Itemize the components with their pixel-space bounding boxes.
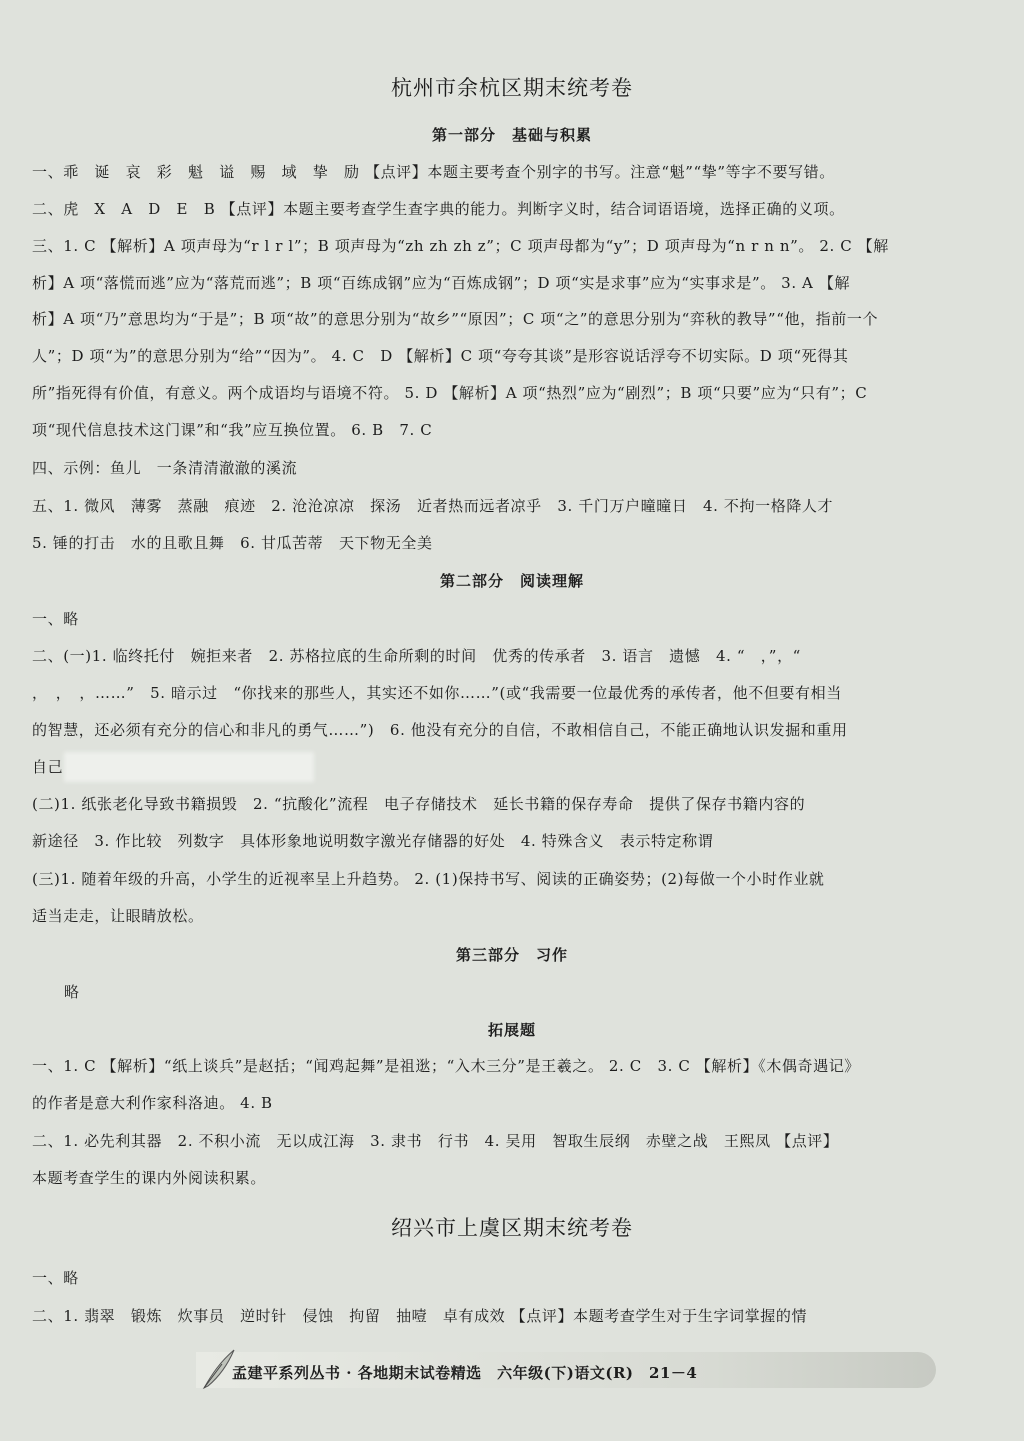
answer-line: 一、略: [32, 1269, 79, 1287]
answer-line: 一、1. C 【解析】“纸上谈兵”是赵括；“闻鸡起舞”是祖逖；“入木三分”是王羲之。 2. C 3. C 【解析】《木偶奇遇记》: [32, 1057, 860, 1075]
answer-line: 略: [64, 983, 80, 1001]
part2-heading: 第二部分 阅读理解: [439, 572, 584, 590]
redacted-area: [64, 752, 314, 782]
answer-line: 析】A 项“落慌而逃”应为“落荒而逃”；B 项“百练成钢”应为“百炼成钢”；D 项“实是求事”应为“实事求是”。 3. A 【解: [32, 274, 851, 292]
answer-line: 人”；D 项“为”的意思分别为“给”“因为”。 4. C D 【解析】C 项“夸夸其谈”是形容说话浮夸不切实际。D 项“死得其: [32, 347, 849, 365]
answer-line: (三)1. 随着年级的升高，小学生的近视率呈上升趋势。 2. (1)保持书写、阅读的正确姿势；(2)每做一个小时作业就: [32, 870, 825, 888]
answer-line: 的智慧，还必须有充分的信心和非凡的勇气……”) 6. 他没有充分的自信，不敢相信自己，不能正确地认识发掘和重用: [32, 721, 848, 739]
answer-line: 五、1. 微风 薄雾 蒸融 痕迹 2. 沧沧凉凉 探汤 近者热而远者凉乎 3. 千门万户曈曈日 4. 不拘一格降人才: [32, 497, 834, 515]
answer-line: ， ， ，……” 5. 暗示过 “你找来的那些人，其实还不如你……”(或“我需要一位最优秀的承传者，他不但要有相当: [32, 684, 842, 702]
answer-line: 一、略: [32, 610, 79, 628]
part3-heading: 第三部分 习作: [455, 946, 568, 964]
answer-line: 5. 锤的打击 水的且歌且舞 6. 甘瓜苦蒂 天下物无全美: [32, 534, 433, 552]
part1-heading: 第一部分 基础与积累: [431, 126, 592, 144]
answer-line: 三、1. C 【解析】A 项声母为“r l r l”；B 项声母为“zh zh zh z”；C 项声母都为“y”；D 项声母为“n r n n”。 2. C 【解: [32, 237, 889, 255]
answer-line: 二、虎 X A D E B 【点评】本题主要考查学生查字典的能力。判断字义时，结合词语语境，选择正确的义项。: [32, 200, 845, 218]
answer-line: 二、1. 必先利其器 2. 不积小流 无以成江海 3. 隶书 行书 4. 吴用 智取生辰纲 赤壁之战 王熙凤 【点评】: [32, 1132, 839, 1150]
answer-line: 自己: [32, 758, 64, 776]
answer-line: 二、1. 翡翠 锻炼 炊事员 逆时针 侵蚀 拘留 抽噎 卓有成效 【点评】本题考查学生对于生字词掌握的情: [32, 1307, 808, 1325]
answer-line: 析】A 项“乃”意思均为“于是”；B 项“故”的意思分别为“故乡”“原因”；C 项“之”的意思分别为“弈秋的教导”“他，指前一个: [32, 310, 879, 328]
answer-line: (二)1. 纸张老化导致书籍损毁 2. “抗酸化”流程 电子存储技术 延长书籍的保存寿命 提供了保存书籍内容的: [32, 795, 806, 813]
answer-line: 新途径 3. 作比较 列数字 具体形象地说明数字激光存储器的好处 4. 特殊含义 表示特定称谓: [32, 832, 714, 850]
answer-line: 的作者是意大利作家科洛迪。 4. B: [32, 1094, 273, 1112]
exam-title-shangyu: 绍兴市上虞区期末统考卷: [391, 1216, 633, 1240]
footer-series-label: 孟建平系列丛书 · 各地期末试卷精选 六年级(下)语文(R) 21－4: [232, 1364, 698, 1382]
answer-line: 所”指死得有价值，有意义。两个成语均与语境不符。 5. D 【解析】A 项“热烈”应为“剧烈”；B 项“只要”应为“只有”；C: [32, 384, 868, 402]
answer-line: 一、乖 诞 哀 彩 魁 谥 赐 域 挚 励 【点评】本题主要考查个别字的书写。注意“魁”“挚”等字不要写错。: [32, 163, 835, 181]
answer-line: 四、示例：鱼儿 一条清清澈澈的溪流: [32, 459, 298, 477]
answer-line: 本题考查学生的课内外阅读积累。: [32, 1169, 267, 1187]
extension-heading: 拓展题: [487, 1021, 536, 1039]
exam-title-yuhang: 杭州市余杭区期末统考卷: [391, 76, 633, 100]
answer-line: 二、(一)1. 临终托付 婉拒来者 2. 苏格拉底的生命所剩的时间 优秀的传承者 3. 语言 遗憾 4. “ ，”，“: [32, 647, 801, 665]
answer-line: 项“现代信息技术这门课”和“我”应互换位置。 6. B 7. C: [32, 421, 433, 439]
answer-line: 适当走走，让眼睛放松。: [32, 907, 204, 925]
